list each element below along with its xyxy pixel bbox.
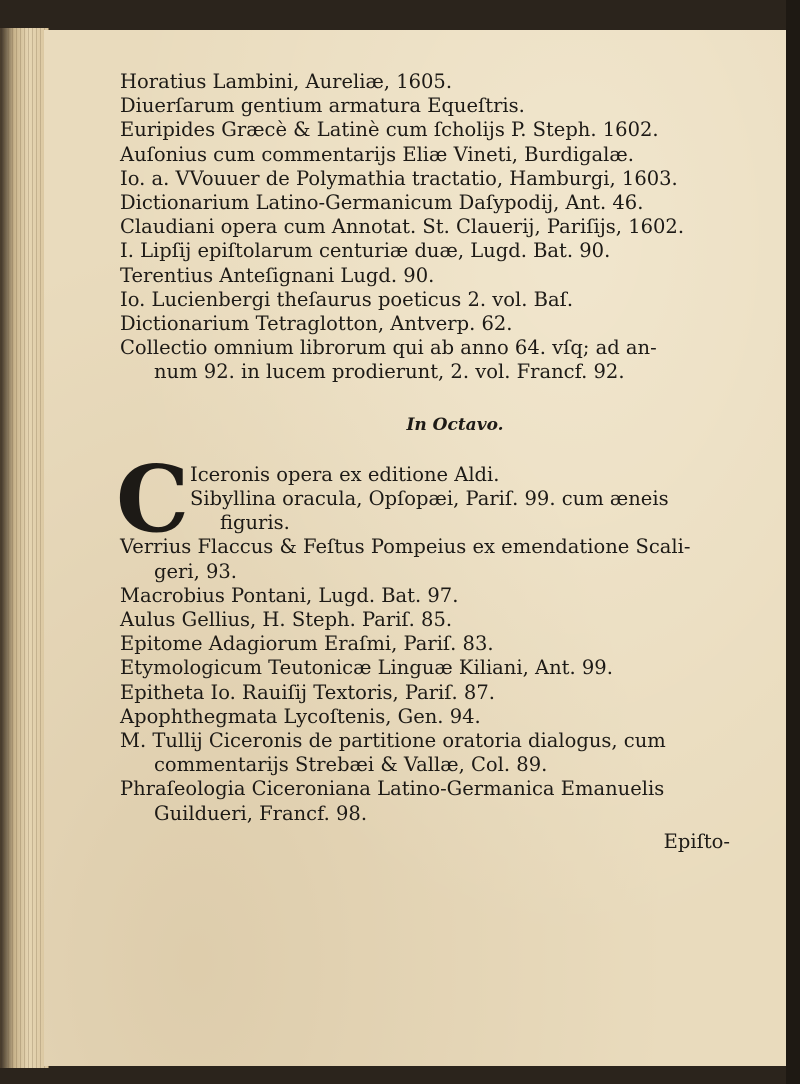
entry-line: Etymologicum Teutonicæ Linguæ Kiliani, Ant. 99. xyxy=(120,656,613,680)
entry-line: Iceronis opera ex editione Aldi. xyxy=(190,462,500,486)
entries-top xyxy=(120,70,730,385)
entry-line: Diuerſarum gentium armatura Equeſtris. xyxy=(120,94,525,118)
entry-line: Io. a. VVouuer de Polymathia tractatio, Hamburgi, 1603. xyxy=(120,166,678,190)
entry-line-continuation: Guildueri, Francf. 98. xyxy=(154,801,368,825)
entry-line: Claudiani opera cum Annotat. St. Clauerij, Pariſijs, 1602. xyxy=(120,215,685,239)
entry-line: Euripides Græcè & Latinè cum ſcholijs P. Steph. 1602. xyxy=(120,118,659,142)
page-text xyxy=(116,70,730,854)
entry-line: Terentius Anteſignani Lugd. 90. xyxy=(120,263,435,287)
entry-line: Horatius Lambini, Aureliæ, 1605. xyxy=(120,70,453,93)
entry-line: Macrobius Pontani, Lugd. Bat. 97. xyxy=(120,583,459,607)
book-page-edges xyxy=(0,28,49,1068)
entry-line: Sibyllina oracula, Opſopæi, Pariſ. 99. cum æneis xyxy=(190,487,669,511)
section-heading: In Octavo. xyxy=(406,414,504,435)
entry-line: Auſonius cum commentarijs Eliæ Vineti, Burdigalæ. xyxy=(120,142,634,166)
entries-bottom xyxy=(120,535,730,825)
entry-line: M. Tullij Ciceronis de partitione oratoria dialogus, cum xyxy=(120,729,666,753)
entry-line: Verrius Flaccus & Feſtus Pompeius ex emendatione Scali- xyxy=(120,535,691,559)
entry-line: Dictionarium Tetraglotton, Antverp. 62. xyxy=(120,312,513,336)
catchword: Epiſto- xyxy=(663,829,730,853)
drop-capital: C xyxy=(116,444,190,553)
entry-line-continuation: figuris. xyxy=(220,511,290,535)
entry-line-continuation: geri, 93. xyxy=(154,559,237,583)
entry-line: Dictionarium Latino-Germanicum Daſypodij, Ant. 46. xyxy=(120,191,644,215)
entry-line-continuation: commentarijs Strebæi & Vallæ, Col. 89. xyxy=(154,753,548,777)
entry-line: Collectio omnium librorum qui ab anno 64. vſq; ad an- xyxy=(120,336,657,360)
entry-line-continuation: num 92. in lucem prodierunt, 2. vol. Francf. 92. xyxy=(154,360,625,384)
entry-line: Phraſeologia Ciceroniana Latino-Germanica Emanuelis xyxy=(120,777,665,801)
scan-border xyxy=(786,0,800,1084)
entry-line: I. Lipſij epiſtolarum centuriæ duæ, Lugd. Bat. 90. xyxy=(120,239,611,263)
entry-line: Io. Lucienbergi theſaurus poeticus 2. vol. Baſ. xyxy=(120,287,574,311)
entry-line: Epitome Adagiorum Eraſmi, Pariſ. 83. xyxy=(120,632,494,656)
entry-line: Apophthegmata Lycoſtenis, Gen. 94. xyxy=(120,704,481,728)
entry-line: Epitheta Io. Rauiſij Textoris, Pariſ. 87. xyxy=(120,680,495,704)
entry-line: Aulus Gellius, H. Steph. Pariſ. 85. xyxy=(120,608,453,632)
